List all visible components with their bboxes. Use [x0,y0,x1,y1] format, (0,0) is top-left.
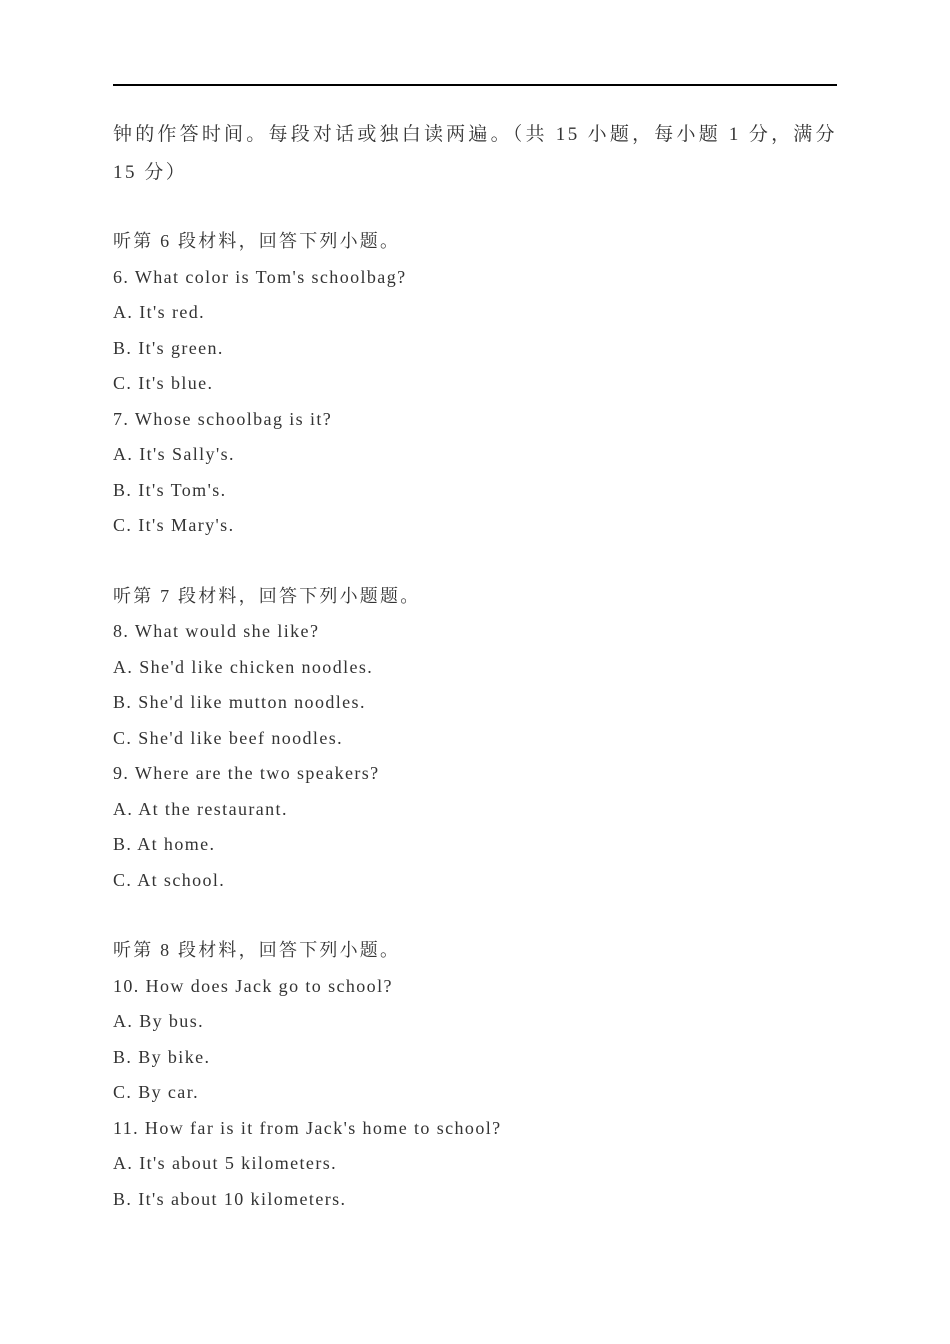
answer-option-c: C. It's Mary's. [113,515,235,535]
answer-option-c: C. By car. [113,1082,199,1102]
question-stem: 6. What color is Tom's schoolbag? [113,266,407,287]
answer-option-c: C. She'd like beef noodles. [113,727,344,748]
answer-option-a: A. It's red. [113,302,206,322]
question-stem: 9. Where are the two speakers? [113,763,380,783]
answer-option-c: C. At school. [113,869,226,890]
answer-option-b: B. It's Tom's. [113,479,227,500]
question-stem: 11. How far is it from Jack's home to school? [113,1117,502,1138]
answer-option-b: B. She'd like mutton noodles. [113,692,366,712]
answer-option-b: B. By bike. [113,1046,211,1067]
answer-option-a: A. She'd like chicken noodles. [113,656,374,677]
listening-section-6 [113,224,837,544]
question-stem: 7. Whose schoolbag is it? [113,408,333,429]
listening-section-7 [113,579,837,899]
answer-option-b: B. It's about 10 kilometers. [113,1188,347,1209]
answer-option-a: A. At the restaurant. [113,798,288,819]
header-rule [113,84,837,86]
section-heading: 听第 8 段材料，回答下列小题。 [113,940,401,960]
answer-option-c: C. It's blue. [113,373,214,393]
section-heading: 听第 6 段材料，回答下列小题。 [113,231,401,251]
question-stem: 8. What would she like? [113,621,320,641]
section-heading: 听第 7 段材料，回答下列小题题。 [113,585,421,606]
question-stem: 10. How does Jack go to school? [113,975,393,996]
answer-option-b: B. At home. [113,834,216,854]
listening-section-8 [113,933,837,1217]
section-instructions: 钟的作答时间。每段对话或独白读两遍。（共 15 小题，每小题 1 分，满分 15 分） [113,124,837,183]
exam-content [113,116,837,1217]
answer-option-a: A. By bus. [113,1011,205,1031]
answer-option-b: B. It's green. [113,337,224,358]
answer-option-a: A. It's about 5 kilometers. [113,1153,338,1173]
answer-option-a: A. It's Sally's. [113,444,235,464]
